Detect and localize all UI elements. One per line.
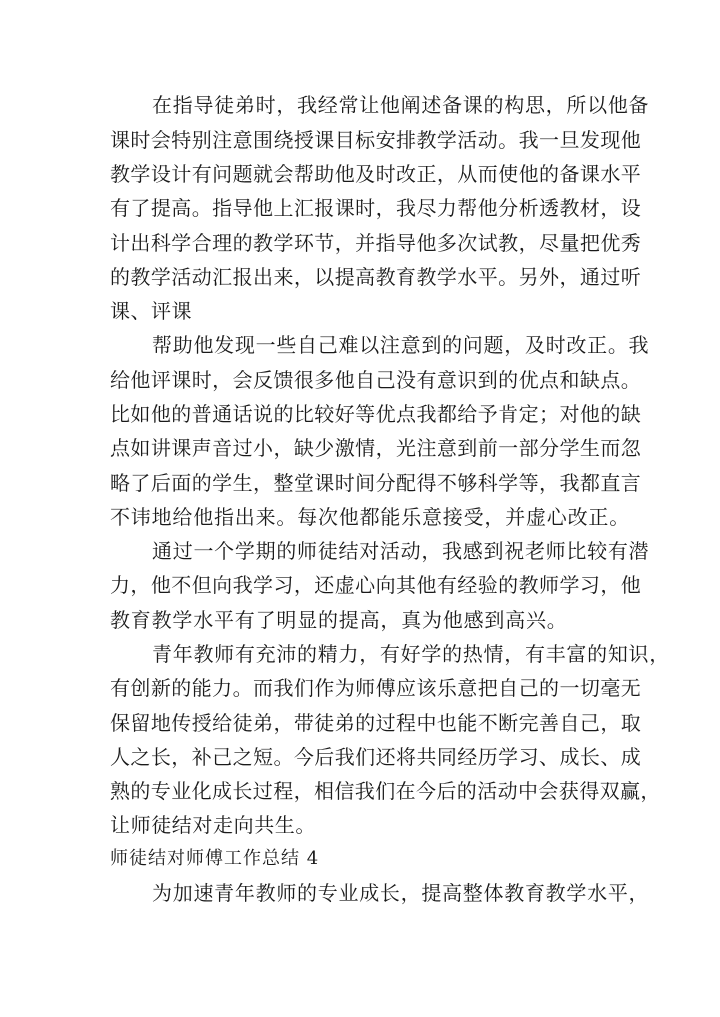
body-line: 的教学活动汇报出来，以提高教育教学水平。另外，通过听 — [110, 265, 642, 289]
body-line: 有创新的能力。而我们作为师傅应该乐意把自己的一切毫无 — [110, 676, 642, 700]
body-line: 教学设计有问题就会帮助他及时改正，从而使他的备课水平 — [110, 162, 642, 186]
body-line: 不讳地给他指出来。每次他都能乐意接受，并虚心改正。 — [110, 505, 630, 529]
body-line: 青年教师有充沛的精力，有好学的热情，有丰富的知识， — [152, 642, 670, 666]
body-line: 有了提高。指导他上汇报课时，我尽力帮他分析透教材，设 — [110, 196, 642, 220]
body-line: 点如讲课声音过小，缺少激情，光注意到前一部分学生而忽 — [110, 436, 642, 460]
body-line: 人之长，补己之短。今后我们还将共同经历学习、成长、成 — [110, 745, 642, 769]
body-line: 让师徒结对走向共生。 — [110, 813, 316, 837]
body-line: 保留地传授给徒弟，带徒弟的过程中也能不断完善自己，取 — [110, 711, 642, 735]
body-line: 力，他不但向我学习，还虚心向其他有经验的教师学习，他 — [110, 573, 642, 597]
body-line: 在指导徒弟时，我经常让他阐述备课的构思，所以他备 — [152, 93, 650, 117]
body-line: 略了后面的学生，整堂课时间分配得不够科学等，我都直言 — [110, 471, 642, 495]
body-line: 通过一个学期的师徒结对活动，我感到祝老师比较有潜 — [152, 539, 650, 563]
body-line: 比如他的普通话说的比较好等优点我都给予肯定；对他的缺 — [110, 402, 642, 426]
body-line: 课时会特别注意围绕授课目标安排教学活动。我一旦发现他 — [110, 128, 642, 152]
body-line: 熟的专业化成长过程，相信我们在今后的活动中会获得双赢， — [110, 779, 661, 803]
body-line: 为加速青年教师的专业成长，提高整体教育教学水平， — [152, 881, 650, 905]
section-heading: 师徒结对师傅工作总结 4 — [110, 848, 320, 869]
body-line: 课、评课 — [110, 299, 192, 323]
body-line: 教育教学水平有了明显的提高，真为他感到高兴。 — [110, 608, 568, 632]
body-line: 计出科学合理的教学环节，并指导他多次试教，尽量把优秀 — [110, 231, 642, 255]
body-line: 帮助他发现一些自己难以注意到的问题，及时改正。我 — [152, 333, 650, 357]
body-line: 给他评课时，会反馈很多他自己没有意识到的优点和缺点。 — [110, 368, 642, 392]
